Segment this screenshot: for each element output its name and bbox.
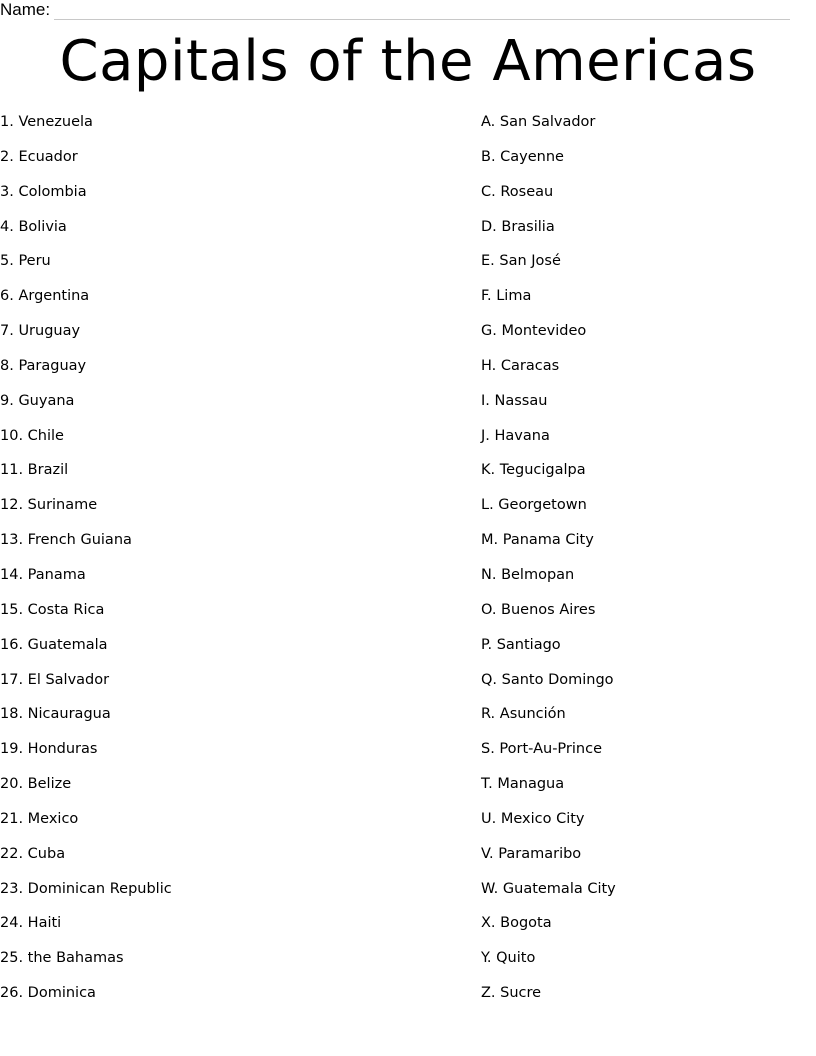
capital-item: V. Paramaribo [481, 845, 582, 862]
name-label: Name: [0, 0, 51, 19]
country-item: 2. Ecuador [0, 148, 78, 165]
country-item: 23. Dominican Republic [0, 880, 172, 897]
capital-item: N. Belmopan [481, 566, 575, 583]
capital-item: S. Port-Au-Prince [481, 741, 602, 758]
country-list [0, 112, 172, 1018]
country-item: 17. El Salvador [0, 671, 110, 688]
capital-item: X. Bogota [481, 915, 552, 932]
capital-item: G. Montevideo [481, 323, 587, 340]
capital-item: A. San Salvador [481, 114, 596, 130]
country-item: 10. Chile [0, 427, 64, 444]
country-item: 22. Cuba [0, 845, 66, 862]
capital-item: K. Tegucigalpa [481, 462, 586, 479]
capital-item: M. Panama City [481, 532, 594, 549]
capital-item: J. Havana [481, 427, 550, 444]
capital-item: T. Managua [481, 776, 565, 793]
country-item: 19. Honduras [0, 741, 98, 758]
capital-item: H. Caracas [481, 357, 560, 374]
worksheet-title: Capitals of the Americas [59, 29, 757, 94]
capital-item: W. Guatemala City [481, 880, 616, 897]
capital-item: O. Buenos Aires [481, 601, 596, 618]
capital-item: U. Mexico City [481, 810, 585, 827]
country-item: 9. Guyana [0, 392, 75, 409]
name-field-row [0, 0, 790, 20]
country-item: 8. Paraguay [0, 357, 87, 374]
capital-item: R. Asunción [481, 706, 566, 723]
capital-item: Q. Santo Domingo [481, 671, 614, 688]
capital-item: B. Cayenne [481, 148, 564, 165]
capital-item: Y. Quito [481, 950, 536, 967]
country-item: 18. Nicauragua [0, 706, 111, 723]
capital-item: L. Georgetown [481, 497, 587, 514]
country-item: 1. Venezuela [0, 114, 93, 130]
country-item: 13. French Guiana [0, 532, 132, 549]
country-item: 14. Panama [0, 566, 86, 583]
country-item: 11. Brazil [0, 462, 69, 479]
capital-item: E. San José [481, 253, 561, 270]
country-item: 24. Haiti [0, 915, 62, 932]
country-item: 21. Mexico [0, 810, 79, 827]
country-item: 16. Guatemala [0, 636, 108, 653]
capital-item: P. Santiago [481, 636, 561, 653]
capital-item: F. Lima [481, 288, 532, 305]
country-item: 26. Dominica [0, 985, 96, 1002]
country-item: 4. Bolivia [0, 218, 67, 235]
country-item: 3. Colombia [0, 183, 87, 200]
country-item: 15. Costa Rica [0, 601, 105, 618]
name-entry-line[interactable] [54, 2, 790, 20]
capital-item: Z. Sucre [481, 985, 542, 1002]
country-item: 25. the Bahamas [0, 950, 124, 967]
capital-list [481, 112, 616, 1018]
capital-item: C. Roseau [481, 183, 554, 200]
capital-item: I. Nassau [481, 392, 548, 409]
capital-item: D. Brasilia [481, 218, 555, 235]
country-item: 20. Belize [0, 776, 72, 793]
country-item: 7. Uruguay [0, 323, 81, 340]
country-item: 6. Argentina [0, 288, 90, 305]
country-item: 12. Suriname [0, 497, 98, 514]
country-item: 5. Peru [0, 253, 51, 270]
